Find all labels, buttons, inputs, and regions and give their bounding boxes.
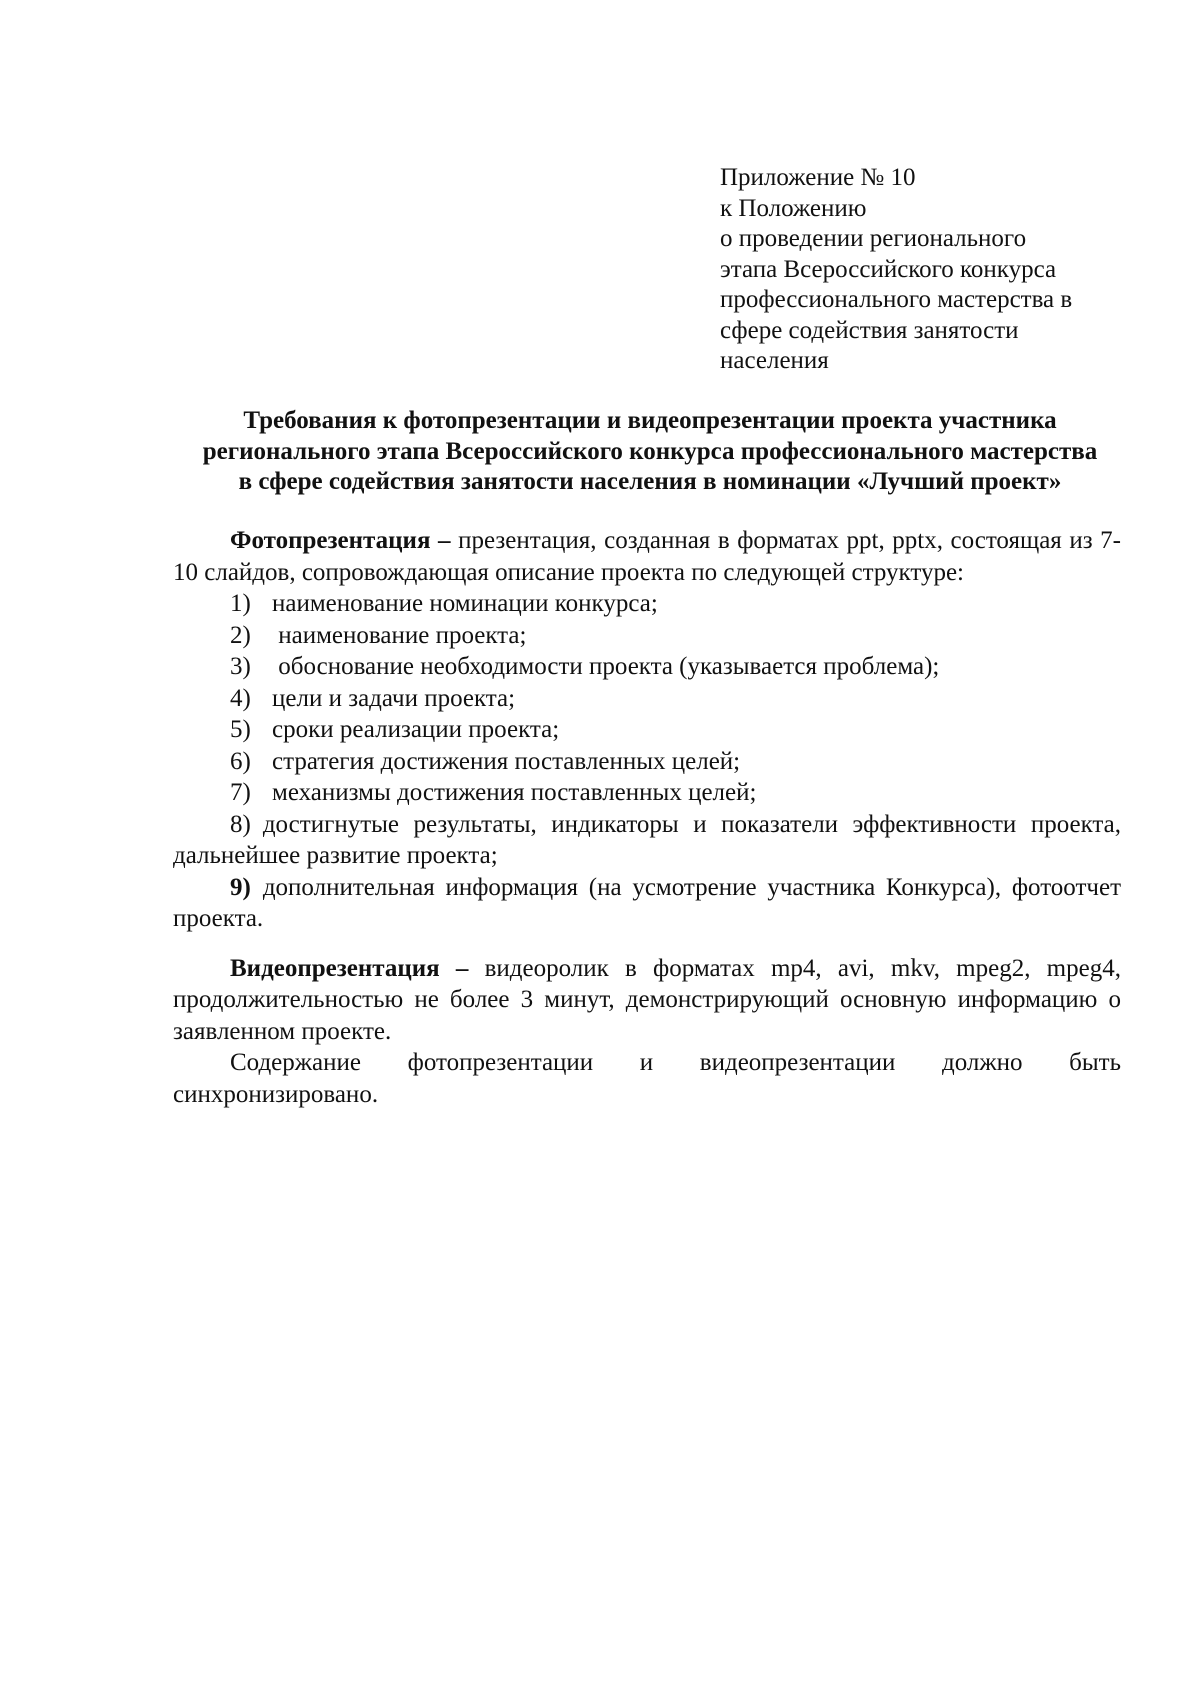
list-item-number: 5) — [230, 716, 251, 743]
title-line: в сфере содействия занятости населения в номинации «Лучший проект» — [238, 468, 1062, 495]
video-presentation-paragraph — [173, 953, 1121, 1048]
list-item-text: наименование проекта; — [272, 621, 527, 649]
photo-presentation-text: презентация, созданная в форматах ppt, pptx, состоящая из 7-10 слайдов, сопровождающая описание проекта по следующей структуре: — [173, 527, 1121, 586]
list-item — [173, 620, 1121, 652]
document-title — [170, 406, 1130, 498]
conclusion-paragraph: Содержание фотопрезентации и видеопрезентации должно быть синхронизировано. — [173, 1049, 1121, 1108]
list-item — [173, 777, 1121, 809]
list-item — [173, 746, 1121, 778]
list-item-number: 9) — [230, 873, 251, 901]
photo-presentation-paragraph — [173, 525, 1121, 588]
list-item — [173, 588, 1121, 620]
appendix-line: к Положению — [720, 194, 867, 222]
list-item-text: достигнутые результаты, индикаторы и показатели эффективности проекта, дальнейшее развитие проекта; — [173, 810, 1121, 869]
list-item-text: дополнительная информация (на усмотрение участника Конкурса), фотоотчет проекта. — [173, 873, 1121, 932]
appendix-line: населения — [720, 347, 829, 374]
list-item-text: обоснование необходимости проекта (указывается проблема); — [272, 653, 940, 680]
appendix-line: Приложение № 10 — [720, 164, 916, 191]
appendix-line: сфере содействия занятости — [720, 316, 1019, 344]
title-line: Требования к фотопрезентации и видеопрезентации проекта участника — [243, 407, 1057, 434]
list-item-text: наименование номинации конкурса; — [272, 590, 658, 617]
document-body — [173, 525, 1121, 1110]
list-item-text: сроки реализации проекта; — [272, 716, 560, 743]
photo-presentation-term: Фотопрезентация – — [230, 527, 451, 554]
list-item-text: стратегия достижения поставленных целей; — [272, 747, 741, 775]
video-presentation-text: видеоролик в форматах mp4, avi, mkv, mpeg2, mpeg4, продолжительностью не более 3 минут, демонстрирующий основную информацию о заявленном проекте. — [173, 954, 1121, 1045]
list-item-text: цели и задачи проекта; — [272, 684, 516, 712]
appendix-line: этапа Всероссийского конкурса — [720, 255, 1057, 283]
appendix-line: профессионального мастерства в — [720, 286, 1073, 313]
appendix-line: о проведении регионального — [720, 225, 1027, 252]
list-item-text: механизмы достижения поставленных целей; — [272, 779, 757, 806]
list-item-number: 8) — [230, 810, 251, 838]
list-item — [173, 809, 1121, 872]
list-item-number: 6) — [230, 747, 251, 775]
title-line: регионального этапа Всероссийского конкурса профессионального мастерства — [202, 437, 1098, 465]
list-item-number: 7) — [230, 779, 251, 806]
list-item-number: 4) — [230, 684, 251, 712]
list-item-number: 1) — [230, 590, 251, 617]
list-item — [173, 872, 1121, 935]
paragraph-spacer — [173, 935, 1121, 953]
list-item — [173, 714, 1121, 746]
list-item — [173, 683, 1121, 715]
list-item — [173, 651, 1121, 683]
appendix-header — [720, 163, 1140, 377]
list-item-number: 2) — [230, 621, 251, 649]
video-presentation-term: Видеопрезентация – — [230, 954, 469, 982]
list-item-number: 3) — [230, 653, 251, 680]
